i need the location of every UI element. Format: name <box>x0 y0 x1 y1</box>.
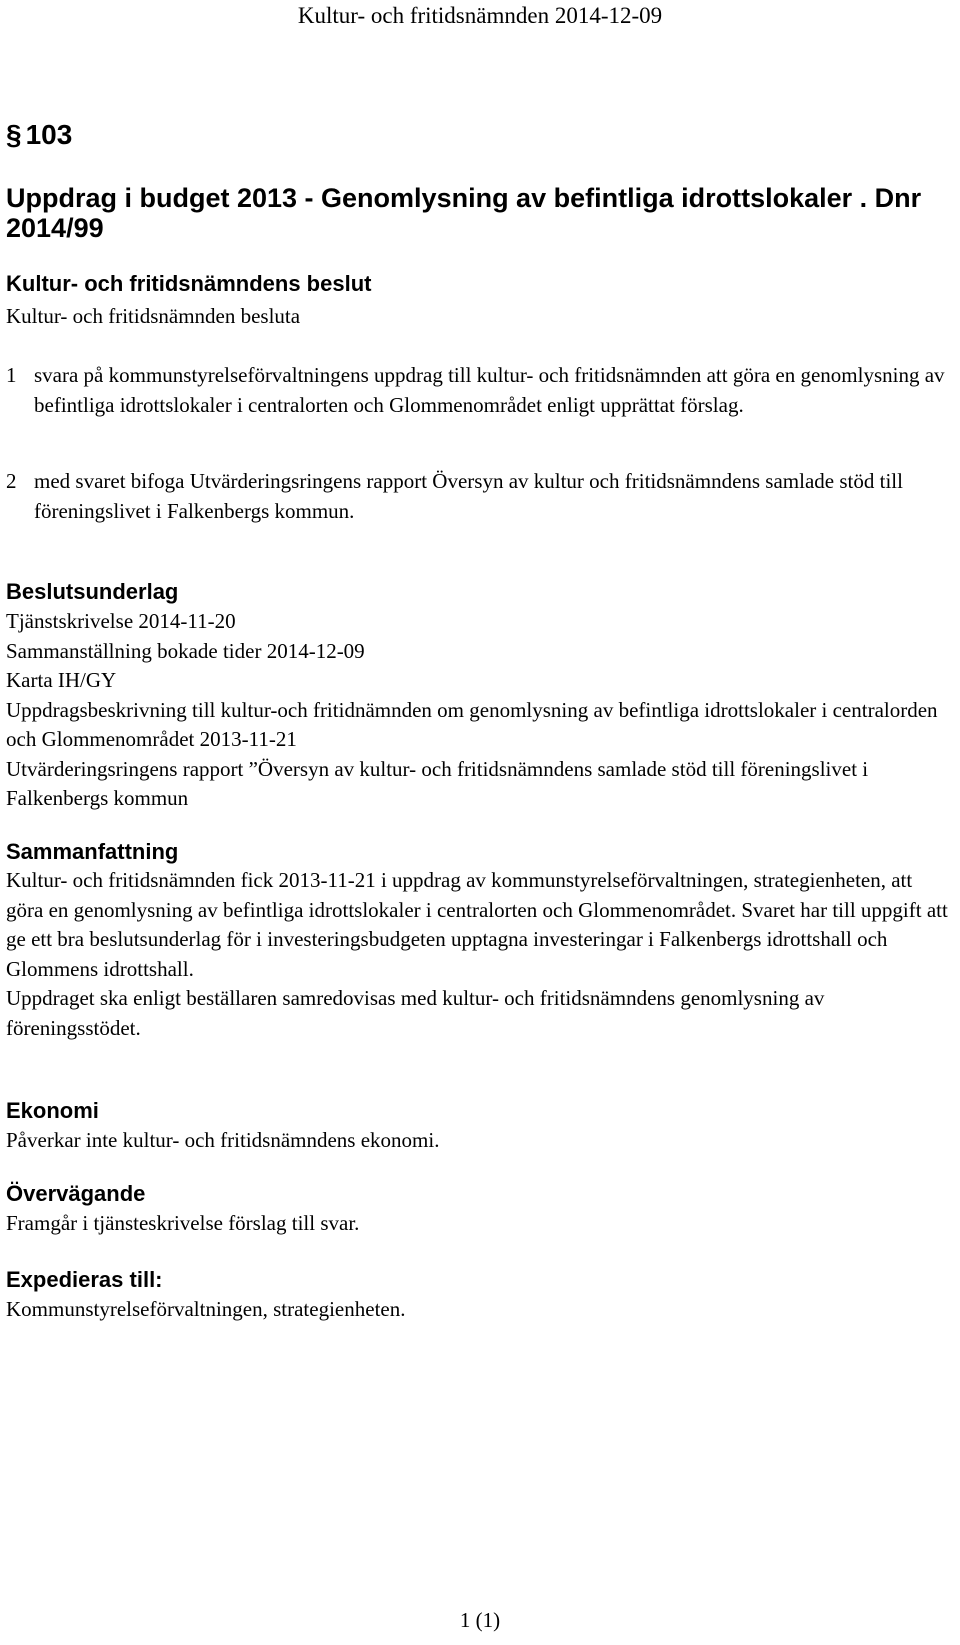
decision-intro: Kultur- och fritidsnämnden besluta <box>6 304 301 328</box>
summary-paragraph: Kultur- och fritidsnämnden fick 2013-11-21 i uppdrag av kommunstyrelseförvaltningen, strategienheten, att göra en genomlysning av befintliga idrottslokaler i centralorten och Glommenområdet. Svaret har till uppgift att ge ett bra beslutsunderlag för i investeringsbudgeten upptagna investeringar i Falkenbergs idrottshall och Glommens idrottshall. <box>6 868 948 981</box>
basis-line: Tjänstskrivelse 2014-11-20 <box>6 609 236 633</box>
consideration-text: Framgår i tjänsteskrivelse förslag till svar. <box>6 1211 360 1235</box>
document-title: Uppdrag i budget 2013 - Genomlysning av befintliga idrottslokaler . Dnr 2014/99 <box>6 183 922 243</box>
basis-line: Sammanställning bokade tider 2014-12-09 <box>6 638 365 663</box>
decision-item-number: 2 <box>6 469 17 493</box>
page-number: 1 (1) <box>459 1608 501 1632</box>
decision-item-text: svara på kommunstyrelseförvaltningens uppdrag till kultur- och fritidsnämnden att göra en genomlysning av befintliga idrottslokaler i centralorten och Glommenområdet enligt upprättat förslag. <box>34 363 945 417</box>
summary-body <box>6 866 951 1043</box>
decision-item-number: 1 <box>6 363 17 387</box>
decision-item <box>6 361 951 420</box>
consideration-heading: Övervägande <box>6 1181 146 1206</box>
basis-line: Uppdragsbeskrivning till kultur-och fritidnämnden om genomlysning av befintliga idrottslokaler i centralorden och Glommenområdet 2013-11-21 <box>6 697 938 751</box>
basis-heading: Beslutsunderlag <box>6 579 179 604</box>
dispatch-heading: Expedieras till: <box>6 1267 163 1292</box>
summary-paragraph: Uppdraget ska enligt beställaren samredovisas med kultur- och fritidsnämndens genomlysning av föreningsstödet. <box>6 986 825 1040</box>
economy-text: Påverkar inte kultur- och fritidsnämndens ekonomi. <box>6 1128 440 1152</box>
paragraph-number <box>6 118 72 152</box>
running-header: Kultur- och fritidsnämnden 2014-12-09 <box>297 3 663 28</box>
paragraph-sign: § <box>6 119 22 150</box>
economy-heading: Ekonomi <box>6 1098 99 1123</box>
decision-item <box>6 467 951 526</box>
basis-list <box>6 607 951 814</box>
decision-item-text: med svaret bifoga Utvärderingsringens rapport Översyn av kultur och fritidsnämndens samlade stöd till föreningslivet i Falkenbergs kommun. <box>34 469 903 523</box>
basis-line: Utvärderingsringens rapport ”Översyn av kultur- och fritidsnämndens samlade stöd till föreningslivet i Falkenbergs kommun <box>6 756 869 810</box>
summary-heading: Sammanfattning <box>6 839 179 864</box>
dispatch-text: Kommunstyrelseförvaltningen, strategienheten. <box>6 1297 406 1321</box>
basis-line: Karta IH/GY <box>6 668 117 692</box>
paragraph-number-value: 103 <box>25 119 73 150</box>
decision-heading: Kultur- och fritidsnämndens beslut <box>6 271 372 296</box>
